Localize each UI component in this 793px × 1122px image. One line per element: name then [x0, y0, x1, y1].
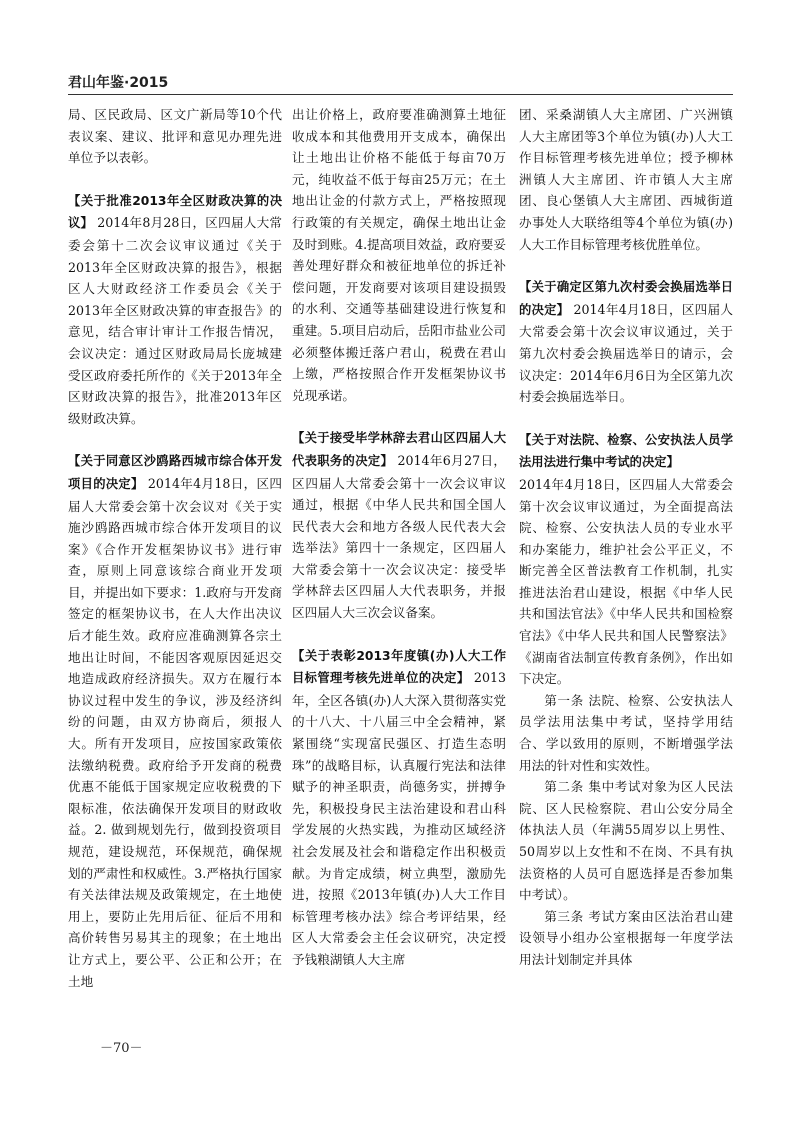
page-number: －70－: [100, 1041, 143, 1056]
section-heading: 【关于对法院、检察、公安执法人员学法用法进行集中考试的决定】: [519, 432, 733, 470]
section-heading: 【关于确定区第九次村委会换届选举日的决定】: [519, 280, 733, 317]
section-shaolu-complex: [68, 450, 282, 992]
section-body: 2014年8月28日，区四届人大常委会第十二次会议审议通过《关于2013年全区财政决算的报告》，根据区人大财政经济工作委员会《关于2013年全区财政决算的审查报告》的意见，结合审计审计工作报告情况，会议决定：通过区财政局局长庞城建受区政府委托所作的《关于2013年全区财政决算的报告》，批准2013年区级财政决算。: [68, 215, 282, 426]
column-3: [519, 104, 733, 1034]
section-body: 2014年4月18日，区四届人大常委会第十次会议对《关于实施沙鸥路西城市综合体开发项目的议案》《合作开发框架协议书》进行审查，原则上同意该综合商业开发项目，并提出如下要求：1.政府与开发商签定的框架协议书，在人大作出决议后才能生效。政府应准确测算各宗土地出让时间，不能因客观原因延迟交地造成政府经济损失。双方在履行本协议过程中发生的争议，涉及经济纠纷的问题，由双方协商后，须报人大。所有开发项目，应按国家政策依法缴纳税费。政府给予开发商的税费优惠不能低于国家规定应收税费的下限标准，依法确保开发项目的财政收益。2. 做到规划先行，做到投资项目规范，建设规范，环保规范，确保规划的严肃性和权威性。3.严格执行国家有关法律法规及政策规定，在土地使用上，要防止先用后征、征后不用和高价转售另易其主的现象；在土地出让方式上，要公平、公正和公开；在土地: [68, 475, 282, 989]
paragraph: 局、区民政局、区文广新局等10个代表议案、建议、批评和意见办理先进单位予以表彰。: [68, 107, 282, 166]
section-commendation: [292, 645, 506, 971]
section-heading: 【关于表彰2013年度镇(办)人大工作目标管理考核先进单位的决定】: [292, 648, 506, 686]
article-1: 第一条 法院、检察、公安执法人员学法用法集中考试，坚持学用结合、学以致用的原则，不断增强学法用法的针对性和实效性。: [519, 692, 733, 773]
column-1: [68, 104, 282, 1034]
section-body: 2014年4月18日，区四届人大常委会第十次会议审议通过，关于第九次村委会换届选举日的请示，会议决定：2014年6月6日为全区第九次村委会换届选举日。: [519, 301, 733, 405]
section-body: 2013年，全区各镇(办)人大深入贯彻落实党的十八大、十八届三中全会精神，紧紧围绕“实现富民强区、打造生态明珠”的战略目标，认真履行宪法和法律赋予的神圣职责，尚德务实，拼搏争先，积极投身民主法治建设和君山科学发展的火热实践，为推动区域经济社会发展及社会和谐稳定作出积极贡献。为肯定成绩，树立典型，激励先进，按照《2013年镇(办)人大工作目标管理考核办法》综合考评结果，经区人大常委会主任会议研究，决定授予钱粮湖镇人大主席: [292, 670, 506, 967]
running-header: 君山年鉴·2015: [68, 75, 169, 91]
section-heading: 【关于接受毕学林辞去君山区四届人大代表职务的决定】: [292, 431, 506, 468]
column-2: [292, 104, 506, 1034]
paragraph: 出让价格上，政府要准确测算土地征收成本和其他费用开支成本，确保出让土地出让价格不能低于每亩70万元，纯收益不低于每亩25万元；在土地出让金的付款方式上，严格按照现行政策的有关规定，确保土地出让金及时到账。4.提高项目效益，政府要妥善处理好群众和被征地单位的拆迁补偿问题，开发商要对该项目建设损毁的水利、交通等基础建设进行恢复和重建。5.项目启动后，岳阳市盐业公司必须整体搬迁落户君山，税费在君山上缴，严格按照合作开发框架协议书兑现承诺。: [292, 107, 506, 403]
article-3: 第三条 考试方案由区法治君山建设领导小组办公室根据每一年度学法用法计划制定并具体: [519, 908, 733, 967]
paragraph: 团、采桑湖镇人大主席团、广兴洲镇人大主席团等3个单位为镇(办)人大工作目标管理考核先进单位；授予柳林洲镇人大主席团、许市镇人大主席团、良心堡镇人大主席团、西城街道办事处人大联络组等4个单位为镇(办)人大工作目标管理考核优胜单位。: [519, 107, 733, 252]
section-election-day: [519, 276, 733, 408]
section-resignation: [292, 427, 506, 623]
section-heading: 【关于同意区沙鸥路西城市综合体开发项目的决定】: [68, 454, 282, 491]
section-body: 2014年4月18日，区四届人大常委会第十次会议审议通过，为全面提高法院、检察、公安执法人员的专业水平和办案能力，维护社会公平正义，不断完善全区普法教育工作机制，扎实推进法治君山建设，根据《中华人民共和国法官法》《中华人民共和国检察官法》《中华人民共和国人民警察法》《湖南省法制宣传教育条例》，作出如下决定。: [519, 476, 733, 687]
section-body: 2014年6月27日，区四届人大常委会第十一次会议审议通过，根据《中华人民共和国全国人民代表大会和地方各级人民代表大会选举法》第四十一条规定，区四届人大常委会第十一次会议决定：接受毕学林辞去区四届人大代表职务，并报区四届人大三次会议备案。: [292, 452, 506, 621]
section-exam-decision-heading: [519, 429, 733, 474]
article-2: 第二条 集中考试对象为区人民法院、区人民检察院、君山公安分局全体执法人员（年满55周岁以上男性、50周岁以上女性和不在岗、不具有执法资格的人员可自愿选择是否参加集中考试）。: [519, 779, 733, 903]
section-heading: 【关于批准2013年全区财政决算的决议】: [68, 193, 282, 231]
header-rule: [68, 94, 733, 95]
section-batch-2013-final-accounts: [68, 190, 282, 430]
